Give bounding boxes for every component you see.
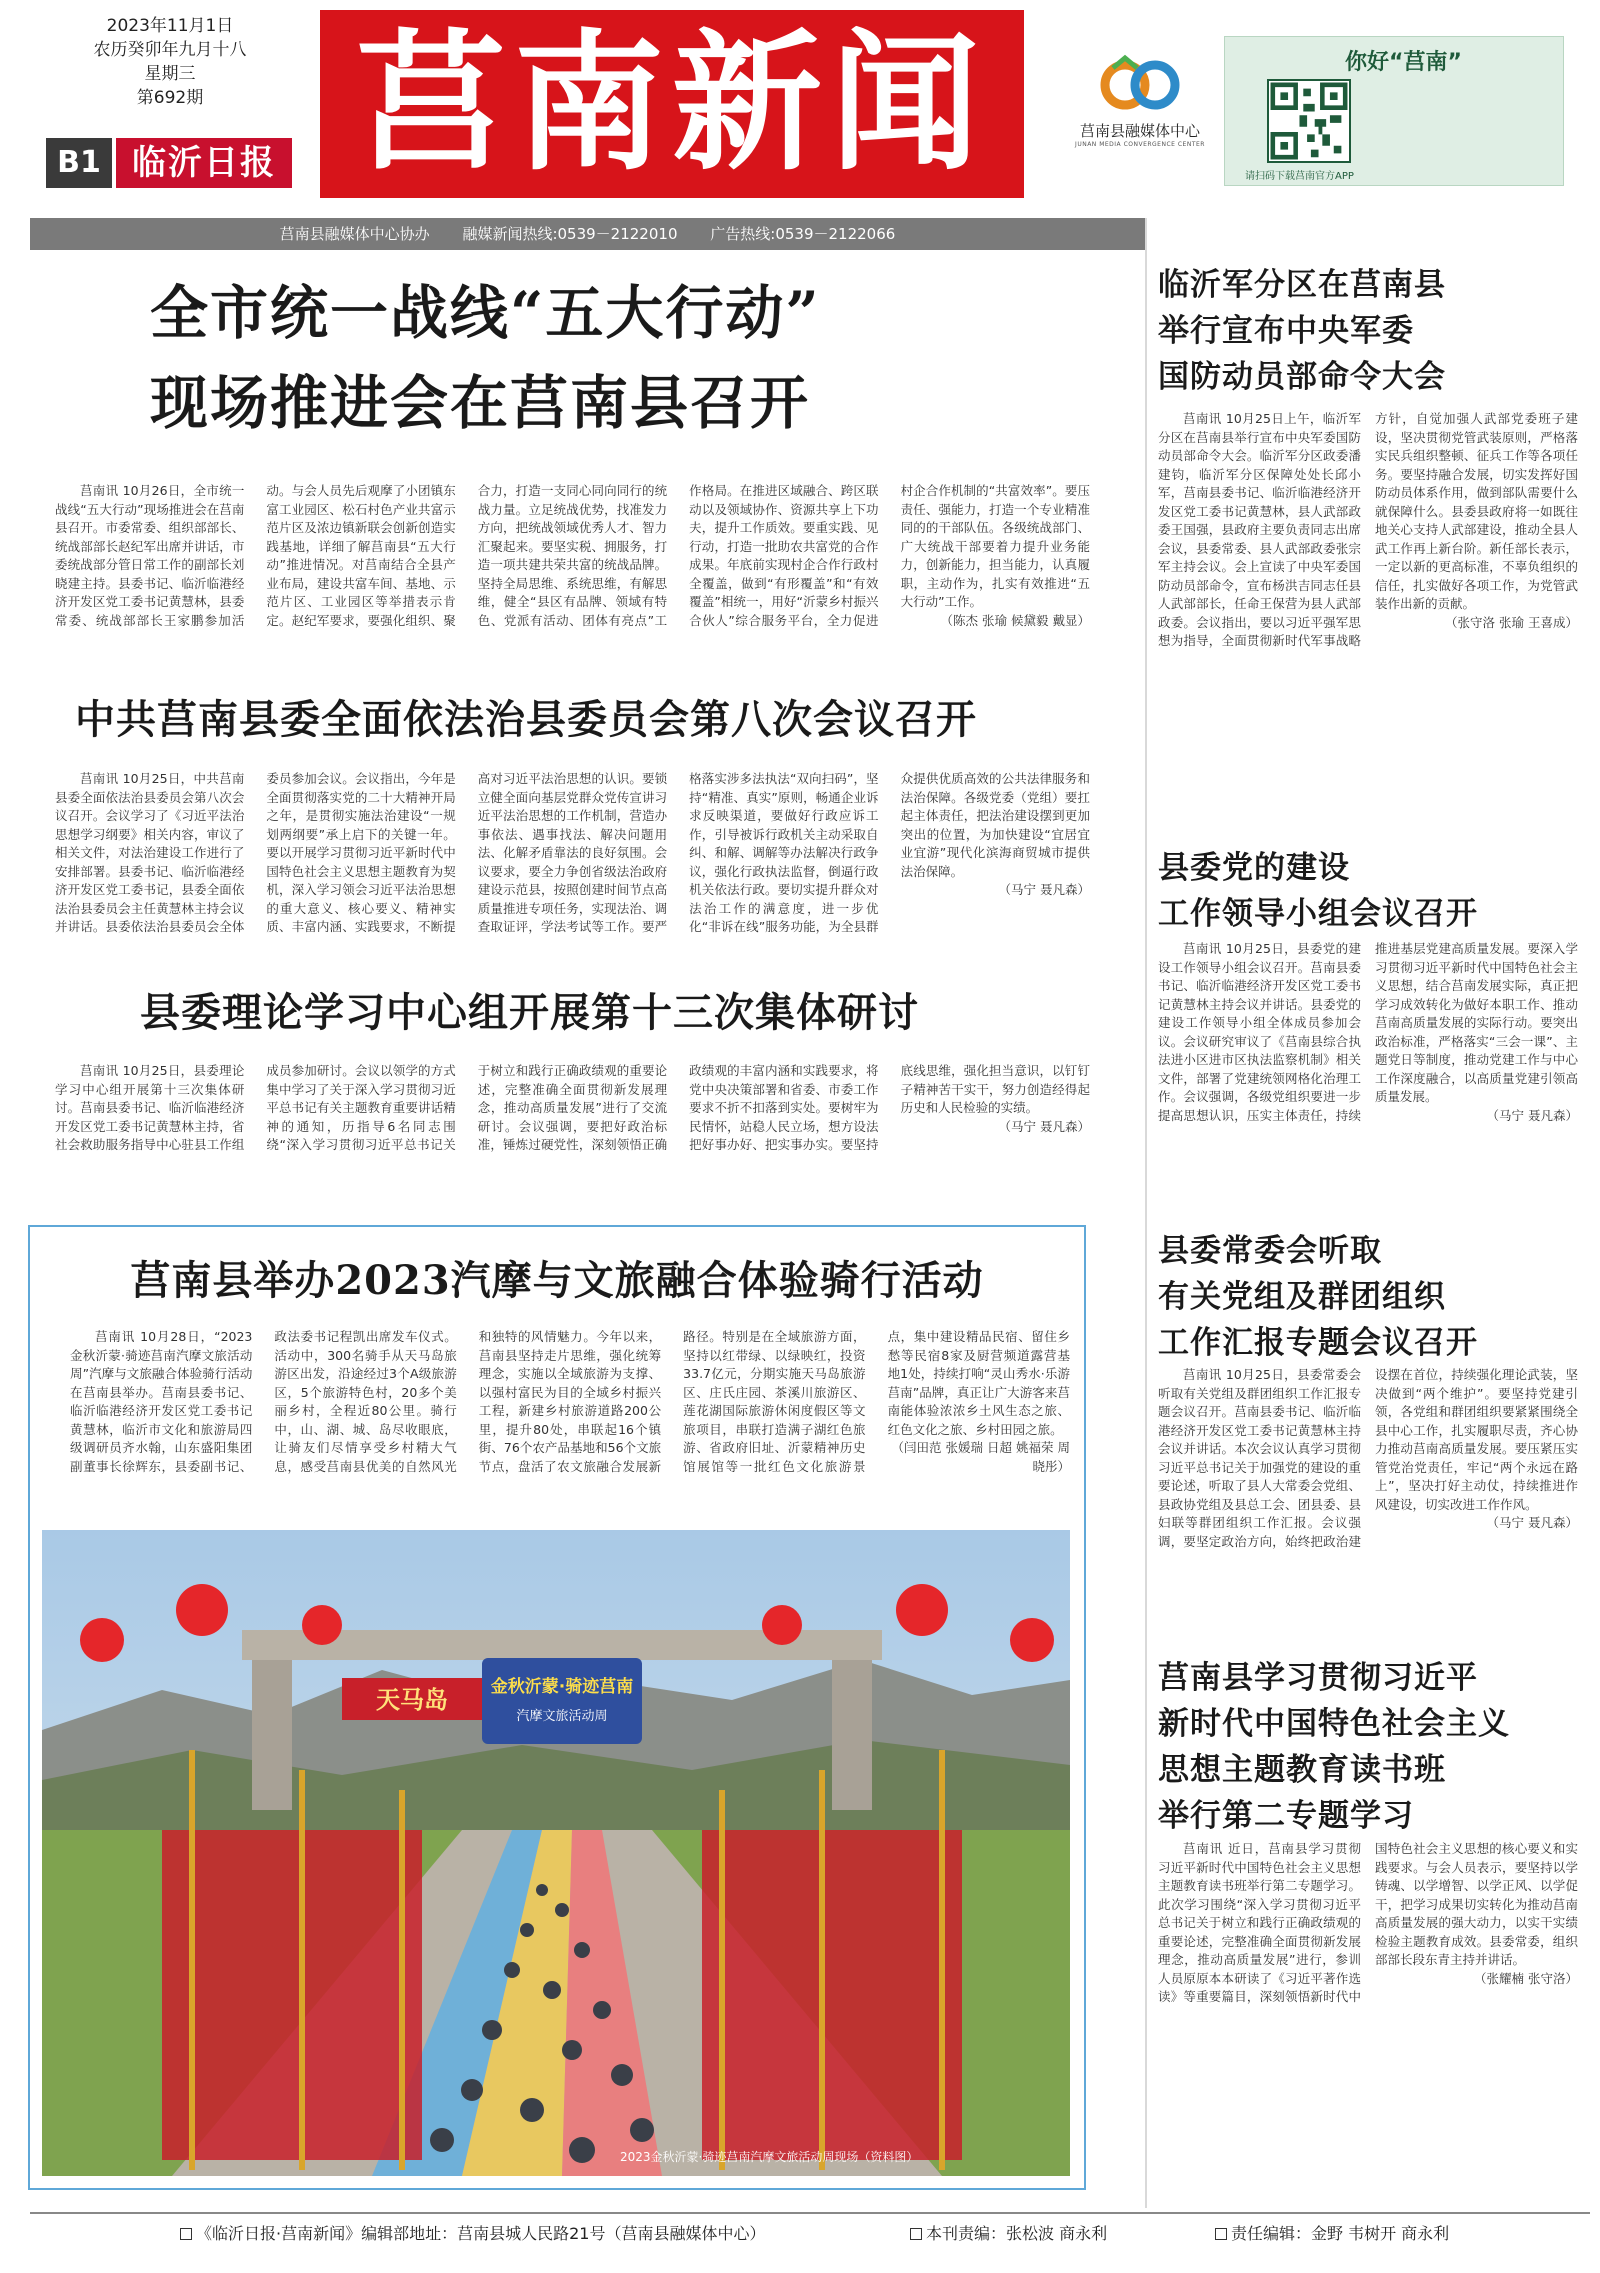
gate-sign: 天马岛 bbox=[376, 1686, 448, 1714]
checkbox-icon bbox=[180, 2228, 192, 2240]
media-center-emblem-icon bbox=[1095, 50, 1185, 120]
side3-headline-line: 工作汇报专题会议召开 bbox=[1158, 1325, 1478, 1361]
page-badge: B1 bbox=[46, 138, 112, 188]
article3-headline[interactable]: 县委理论学习中心组开展第十三次集体研讨 bbox=[140, 989, 919, 1036]
side3-byline: （马宁 聂凡森） bbox=[1486, 1515, 1578, 1530]
app-greeting: 你好“莒南” bbox=[1345, 50, 1462, 75]
side4-headline-line: 新时代中国特色社会主义 bbox=[1158, 1706, 1510, 1742]
qr-caption: 请扫码下载莒南官方APP bbox=[1245, 171, 1354, 182]
side4-byline: （张耀楠 张守洛） bbox=[1474, 1970, 1578, 1986]
side2-headline[interactable] bbox=[1158, 845, 1588, 937]
article3-body-text: 莒南讯 10月25日，县委理论学习中心组开展第十三次集体研讨。莒南县委书记、临沂临港经济开发区党工委书记黄慧林主持，省社会救助服务指导中心驻县工作组成员参加研讨。会议以领学的方式集中学习了关于深入学习贯彻习近平总书记有关主题教育重要讲话精神的通知，历指导6名同志围绕“深入学习贯彻习近平总书记关于树立和践行正确政绩观的重要论述，完整准确全面贯彻新发展理念，推动高质量发展”进行了交流研讨。会议强调，要把好政治标准，锤炼过硬党性，深刻领悟正确政绩观的丰富内涵和实践要求，将党中央决策部署和省委、市委工作要求不折不扣落到实处。要树牢为民情怀，站稳人民立场，想方设法把好事办好、把实事办实。要坚持底线思维，强化担当意识，以钉钉子精神苦干实干，努力创造经得起历史和人民检验的实绩。 bbox=[55, 1063, 1090, 1152]
media-center-name-en: JUNAN MEDIA CONVERGENCE CENTER bbox=[1075, 141, 1205, 148]
side1-headline[interactable] bbox=[1158, 262, 1588, 400]
checkbox-icon bbox=[910, 2228, 922, 2240]
side4-headline-line: 莒南县学习贯彻习近平 bbox=[1158, 1660, 1478, 1696]
feature-byline: （闫田范 张媛瑞 日超 姚福荣 周晓彤） bbox=[891, 1440, 1070, 1474]
date-gregorian: 2023年11月1日 bbox=[106, 16, 234, 36]
footer-editor bbox=[910, 2214, 1107, 2254]
lead-byline: （陈杰 张瑜 候黛毅 戴显） bbox=[940, 612, 1090, 628]
article2-body bbox=[55, 770, 1090, 952]
article3-body bbox=[55, 1062, 1090, 1212]
hotline-bar bbox=[30, 218, 1145, 250]
app-promo bbox=[1224, 36, 1564, 186]
side3-headline[interactable] bbox=[1158, 1228, 1588, 1366]
footer-duty-editors bbox=[1215, 2214, 1449, 2254]
side4-body-text: 莒南讯 近日，莒南县学习贯彻习近平新时代中国特色社会主义思想主题教育读书班举行第二专题学习。此次学习围绕“深入学习贯彻习近平总书记关于树立和践行正确政绩观的重要论述，完整准确全面贯彻新发展理念，推动高质量发展”进行，参训人员原原本本研读了《习近平著作选读》等重要篇目，深刻领悟新时代中国特色社会主义思想的核心要义和实践要求。与会人员表示，要坚持以学铸魂、以学增智、以学正风、以学促干，把学习成果切实转化为推动莒南高质量发展的强大动力，以实干实绩检验主题教育成效。县委常委，组织部部长段东青主持并讲话。 bbox=[1158, 1841, 1578, 2004]
lead-body bbox=[55, 482, 1090, 652]
ad-hotline: 广告热线:0539－2122066 bbox=[710, 225, 896, 243]
checkbox-icon bbox=[1215, 2228, 1227, 2240]
side4-headline[interactable] bbox=[1158, 1655, 1588, 1839]
footer-duty-editors-text: 责任编辑：金野 韦树开 商永利 bbox=[1231, 2224, 1450, 2243]
photo-caption: 2023金秋沂蒙·骑迹莒南汽摩文旅活动周现场（资料图） bbox=[620, 2150, 919, 2164]
article2-headline[interactable]: 中共莒南县委全面依法治县委员会第八次会议召开 bbox=[75, 696, 977, 743]
side3-body bbox=[1158, 1366, 1578, 1654]
qr-code-icon[interactable] bbox=[1267, 79, 1351, 163]
issue-number: 第692期 bbox=[136, 88, 204, 108]
date-weekday: 星期三 bbox=[144, 64, 196, 84]
side1-byline: （张守洛 张瑜 王喜成） bbox=[1445, 614, 1578, 630]
side2-body bbox=[1158, 940, 1578, 1222]
footer-address bbox=[180, 2214, 765, 2254]
media-center-name: 莒南县融媒体中心 bbox=[1079, 122, 1200, 140]
side2-byline: （马宁 聂凡森） bbox=[1486, 1107, 1578, 1123]
side2-headline-line: 县委党的建设 bbox=[1158, 850, 1350, 886]
side2-body-text: 莒南讯 10月25日，县委党的建设工作领导小组会议召开。莒南县委书记、临沂临港经济开发区党工委书记黄慧林主持会议并讲话。县委党的建设工作领导小组全体成员参加会议。会议研究审议了《莒南县综合执法进小区进市区执法监察机制》相关文件，部署了党建统领网格化治理工作。会议强调，各级党组织要进一步提高思想认识，压实主体责任，持续推进基层党建高质量发展。要深入学习贯彻习近平新时代中国特色社会主义思想，结合莒南发展实际，真正把学习成效转化为做好本职工作、推动莒南高质量发展的实际行动。要突出政治标准，严格落实“三会一课”、主题党日等制度，推动党建工作与中心工作深度融合，以高质量党建引领高质量发展。 bbox=[1158, 941, 1578, 1123]
footer bbox=[30, 2212, 1590, 2256]
feature-body bbox=[70, 1328, 1070, 1518]
news-hotline: 融媒新闻热线:0539－2122010 bbox=[462, 225, 678, 243]
lead-body-text: 莒南讯 10月26日，全市统一战线“五大行动”现场推进会在莒南县召开。市委常委、组织部部长、统战部部长赵纪军出席并讲话，市委统战部分管日常工作的副部长刘晓建主持。县委书记、临沂临港经济开发区党工委书记黄慧林，县委常委、统战部部长王家鹏参加活动。与会人员先后观摩了小团镇东富工业园区、松石村色产业共富示范片区及浓边镇新联会创新创造实践基地，详细了解莒南县“五大行动”推进情况。对莒南结合全县产业布局，建设共富车间、基地、示范片区、工业园区等举措表示肯定。赵纪军要求，要强化组织、聚合力，打造一支同心同向同行的统战力量。立足统战优势，找准发力方向，把统战领域优秀人才、智力汇聚起来。要坚实税、拥服务，打造一项共建共荣共富的统战品牌。坚持全局思维、系统思维，有解思维，健全“县区有品牌、领域有特色、党派有活动、团体有亮点”工作格局。在推进区域融合、跨区联动以及领域协作、资源共享上下功夫，提升工作质效。要重实践、见行动，打造一批助农共富党的合作成果。年底前实现村企合作行政村全覆盖，做到“有形覆盖”和“有效覆盖”相统一，用好“沂蒙乡村振兴合伙人”综合服务平台，全力促进村企合作机制的“共富效率”。要压责任、强能力，打造一个专业精准同的的干部队伍。各级统战部门、广大统战干部要着力提升业务能力，创新能力，担当能力，认真履职，主动作为，扎实有效推进“五大行动”工作。 bbox=[55, 483, 1090, 628]
feature-headline[interactable]: 莒南县举办2023汽摩与文旅融合体验骑行活动 bbox=[130, 1257, 984, 1304]
media-center-logo bbox=[1060, 50, 1220, 160]
side1-headline-line: 国防动员部命令大会 bbox=[1158, 359, 1446, 395]
side3-headline-line: 县委常委会听取 bbox=[1158, 1233, 1382, 1269]
newspaper-title: 莒南新闻 bbox=[320, 10, 1024, 198]
footer-address-text: 《临沂日报·莒南新闻》编辑部地址：莒南县城人民路21号（莒南县融媒体中心） bbox=[196, 2224, 766, 2243]
side1-body-text: 莒南讯 10月25日上午，临沂军分区在莒南县举行宣布中央军委国防动员部命令大会。临沂军分区政委潘建钧，临沂军分区保障处处长邱小军，莒南县委书记、临沂临港经济开发区党工委书记黄慧林，县人武部政委王国强，县政府主要负责同志出席会议，县委常委、县人武部政委张宗军主持会议。会上宣读了中央军委国防动员部命令，宣布杨洪吉同志任县人武部部长，任命王保营为县人武部政委。会议指出，要以习近平强军思想为指导，全面贯彻新时代军事战略方针，自觉加强人武部党委班子建设，坚决贯彻党管武装原则，严格落实民兵组织整顿、征兵工作等各项任务。要坚持融合发展，切实发挥好国防动员体系作用，做到部队需要什么就保障什么。县委县政府将一如既往地关心支持人武部建设，推动全县人武工作再上新台阶。新任部长表示，一定以新的更高标准，不辜负组织的信任，扎实做好各项工作，为党管武装作出新的贡献。 bbox=[1158, 411, 1578, 648]
side3-body-text: 莒南讯 10月25日，县委常委会听取有关党组及群团组织工作汇报专题会议召开。莒南县委书记、临沂临港经济开发区党工委书记黄慧林主持会议并讲话。本次会议认真学习贯彻习近平总书记关于加强党的建设的重要论述，听取了县人大常委会党组、县政协党组及县总工会、团县委、县妇联等群团组织工作汇报。会议强调，要坚定政治方向，始终把政治建设摆在首位，持续强化理论武装，坚决做到“两个维护”。要坚持党建引领，各党组和群团组织要紧紧围绕全县中心工作，扎实履职尽责，齐心协力推动莒南高质量发展。要压紧压实管党治党责任，牢记“两个永远在路上”，坚决打好主动仗，持续推进作风建设，切实改进工作作风。 bbox=[1158, 1367, 1578, 1549]
riding-event-photo bbox=[42, 1530, 1070, 2176]
side3-headline-line: 有关党组及群团组织 bbox=[1158, 1279, 1446, 1315]
article2-byline: （马宁 聂凡森） bbox=[998, 882, 1090, 897]
side1-headline-line: 举行宣布中央军委 bbox=[1158, 313, 1414, 349]
footer-editor-text: 本刊责编：张松波 商永利 bbox=[926, 2224, 1108, 2243]
date-lunar: 农历癸卯年九月十八 bbox=[93, 40, 247, 60]
lead-headline-line2[interactable]: 现场推进会在莒南县召开 bbox=[150, 369, 811, 437]
event-banner-text: 金秋沂蒙·骑迹莒南 bbox=[490, 1677, 634, 1697]
lead-headline-line1[interactable]: 全市统一战线“五大行动” bbox=[150, 279, 821, 347]
event-banner-subtext: 汽摩文旅活动周 bbox=[516, 1709, 608, 1724]
sponsor-text: 莒南县融媒体中心协办 bbox=[279, 225, 430, 243]
feature-photo bbox=[42, 1530, 1070, 2176]
column-divider bbox=[1145, 218, 1147, 2208]
side4-headline-line: 举行第二专题学习 bbox=[1158, 1798, 1414, 1834]
article2-body-text: 莒南讯 10月25日，中共莒南县委全面依法治县委员会第八次会议召开。会议学习了《习近平法治思想学习纲要》相关内容，审议了相关文件，对法治建设工作进行了安排部署。县委书记、临沂临港经济开发区党工委书记，县委全面依法治县委员会主任黄慧林主持会议并讲话。县委依法治县委员会全体委员参加会议。会议指出，今年是全面贯彻落实党的二十大精神开局之年，是贯彻实施法治建设“一规划两纲要”承上启下的关键一年。要以开展学习贯彻习近平新时代中国特色社会主义思想主题教育为契机，深入学习领会习近平法治思想的重大意义、核心要义、精神实质、丰富内涵、实践要求，不断提高对习近平法治思想的认识。要锁立健全面向基层党群众党传宣讲习近平法治思想的工作机制，营造办事依法、遇事找法、解决问题用法、化解矛盾靠法的良好氛围。会议要求，要全力争创省级法治政府建设示范县，按照创建时间节点高质量推进专项任务，实现法治、调查取证评，学法考试等工作。要严格落实涉多法执法“双向扫码”，坚持“精准、真实”原则，畅通企业诉求反映渠道，要做好行政应诉工作，引导被诉行政机关主动采取自纠、和解、调解等办法解决行政争议，强化行政执法监督，倒逼行政机关依法行政。要切实提升群众对法治工作的满意度，进一步优化“非诉在线”服务功能，为全县群众提供优质高效的公共法律服务和法治保障。各级党委（党组）要扛起主体责任，把法治建设摆到更加突出的位置，为加快建设“宜居宜业宜游”现代化滨海商贸城市提供法治保障。 bbox=[55, 771, 1090, 934]
side4-headline-line: 思想主题教育读书班 bbox=[1158, 1752, 1446, 1788]
masthead-date bbox=[90, 14, 250, 110]
feature-body-text: 莒南讯 10月28日，“2023金秋沂蒙·骑迹莒南汽摩文旅活动周”汽摩与文旅融合体验骑行活动在莒南县举办。莒南县委书记、临沂临港经济开发区党工委书记黄慧林，临沂市文化和旅游局四级调研员齐水翰，山东盛阳集团副董事长徐辉东，县委副书记、政法委书记程凯出席发车仪式。活动中，300名骑手从天马岛旅游区出发，沿途经过3个A级旅游区，5个旅游特色村，20多个美丽乡村，全程近80公里。骑行中，山、湖、城、岛尽收眼底，让骑友们尽情享受乡村精大气息，感受莒南县优美的自然风光和独特的风情魅力。今年以来，莒南县坚持走片思维，强化统筹理念，实施以全域旅游为支撑、以强村富民为目的全域乡村振兴工程，新建乡村旅游道路200公里，提升80处，串联起16个镇街、76个农产品基地和56个文旅节点，盘活了农文旅融合发展新路径。特别是在全域旅游方面，坚持以红带绿、以绿映红，投资33.7亿元，分期实施天马岛旅游区、庄氏庄园、茶溪川旅游区、莲花湖国际旅游休闲度假区等文旅项目，串联打造满子湖红色旅游、省政府旧址、沂蒙精神历史馆展馆等一批红色文化旅游景点，集中建设精品民宿、留住乡愁等民宿8家及厨营频道露营基地1处，持续打响“灵山秀水·乐游莒南”品牌，真正让广大游客来莒南能体验浓浓乡土风生态之旅、红色文化之旅、乡村田园之旅。 bbox=[70, 1329, 1070, 1474]
side1-body bbox=[1158, 410, 1578, 850]
article3-byline: （马宁 聂凡森） bbox=[998, 1118, 1090, 1134]
side1-headline-line: 临沂军分区在莒南县 bbox=[1158, 267, 1446, 303]
side4-body bbox=[1158, 1840, 1578, 2195]
side2-headline-line: 工作领导小组会议召开 bbox=[1158, 896, 1478, 932]
paper-logo: 临沂日报 bbox=[116, 138, 292, 188]
